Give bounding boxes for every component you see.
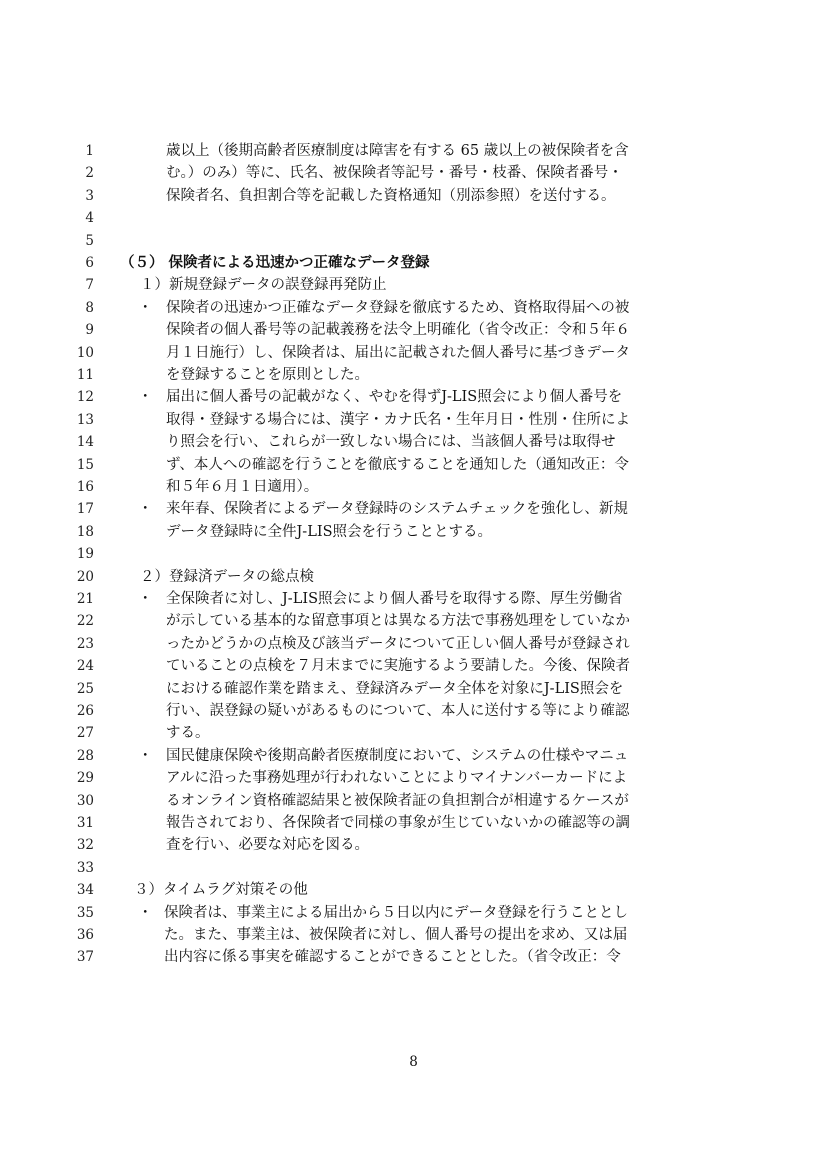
line-number: 30 <box>76 792 94 809</box>
text-line <box>0 790 827 812</box>
text-line <box>0 274 827 296</box>
line-number: 12 <box>76 389 94 406</box>
text-line <box>0 342 827 364</box>
line-text: 全保険者に対し、J-LIS照会により個人番号を取得する際、厚生労働省 <box>166 591 623 607</box>
line-text: 行い、誤登録の疑いがあるものについて、本人に送付する等により確認 <box>166 703 630 719</box>
line-text: 保険者の迅速かつ正確なデータ登録を徹底するため、資格取得届への被 <box>166 299 630 316</box>
line-text: 取得・登録する場合には、漢字・カナ氏名・生年月日・性別・住所によ <box>166 411 630 428</box>
line-number: 3 <box>85 187 94 204</box>
line-text: るオンライン資格確認結果と被保険者証の負担割合が相違するケースが <box>166 792 629 809</box>
text-line <box>0 476 827 498</box>
text-line <box>0 700 827 722</box>
line-text: １）新規登録データの誤登録再発防止 <box>140 277 387 294</box>
line-text: た。また、事業主は、被保険者に対し、個人番号の提出を求め、又は届 <box>164 927 628 943</box>
text-line <box>0 745 827 767</box>
text-line <box>0 207 827 229</box>
text-line <box>0 498 827 520</box>
line-text: データ登録時に全件J-LIS照会を行うこととする。 <box>166 523 493 540</box>
line-number: 20 <box>76 568 94 585</box>
line-text: 月１日施行）し、保険者は、届出に記載された個人番号に基づきデータ <box>166 344 630 361</box>
text-line <box>0 230 827 252</box>
text-line <box>0 879 827 901</box>
line-number: 5 <box>85 232 94 249</box>
line-text: する。 <box>166 725 210 742</box>
line-number: 23 <box>76 635 94 652</box>
bullet-mark: ・ <box>138 501 153 518</box>
line-number: 31 <box>76 815 94 831</box>
text-line <box>0 812 827 834</box>
line-number: 37 <box>76 949 94 966</box>
bullet-mark: ・ <box>138 904 153 921</box>
line-number: 15 <box>76 456 94 473</box>
line-number: 2 <box>85 165 94 182</box>
text-line <box>0 409 827 431</box>
line-number: 25 <box>76 680 94 697</box>
line-number: 27 <box>76 725 94 742</box>
line-number: 32 <box>76 837 94 854</box>
line-text: が示している基本的な留意事項とは異なる方法で事務処理をしていなか <box>166 613 630 630</box>
text-line <box>0 566 827 588</box>
line-number: 16 <box>76 479 94 495</box>
line-text: 届出に個人番号の記載がなく、やむを得ずJ-LIS照会により個人番号を <box>166 389 623 406</box>
text-line <box>0 454 827 476</box>
text-line <box>0 655 827 677</box>
line-text: を登録することを原則とした。 <box>166 367 369 383</box>
line-text: 査を行い、必要な対応を図る。 <box>166 837 369 854</box>
text-line <box>0 767 827 789</box>
bullet-mark: ・ <box>138 389 153 406</box>
text-line <box>0 297 827 319</box>
line-number: 14 <box>76 434 94 451</box>
section-heading: （５） 保険者による迅速かつ正確なデータ登録 <box>120 254 430 271</box>
line-text: 出内容に係る事実を確認することができることとした。（省令改正：令 <box>164 949 621 966</box>
line-text: ていることの点検を７月末までに実施するよう要請した。今後、保険者 <box>166 658 630 675</box>
line-number: 11 <box>76 367 94 383</box>
text-line <box>0 431 827 453</box>
line-text: 来年春、保険者によるデータ登録時のシステムチェックを強化し、新規 <box>166 501 628 518</box>
line-number: 35 <box>76 904 94 921</box>
line-number: 33 <box>76 859 94 876</box>
line-text: む。）のみ）等に、氏名、被保険者等記号・番号・枝番、保険者番号・ <box>166 165 623 182</box>
line-text: における確認作業を踏まえ、登録済みデータ全体を対象にJ-LIS照会を <box>166 680 624 697</box>
text-line <box>0 252 827 274</box>
line-text: ず、本人への確認を行うことを徹底することを通知した（通知改正：令 <box>166 456 629 473</box>
line-number: 19 <box>76 546 94 563</box>
text-line <box>0 543 827 565</box>
line-number: 10 <box>76 344 94 361</box>
line-text: ったかどうかの点検及び該当データについて正しい個人番号が登録され <box>166 635 630 652</box>
line-number: 29 <box>76 770 94 787</box>
line-number: 6 <box>85 255 94 271</box>
line-text: 保険者名、負担割合等を記載した資格通知（別添参照）を送付する。 <box>166 187 616 204</box>
line-text: 保険者の個人番号等の記載義務を法令上明確化（省令改正：令和５年６ <box>166 322 630 339</box>
text-line <box>0 364 827 386</box>
line-number: 21 <box>76 591 94 607</box>
line-number: 28 <box>76 747 94 764</box>
line-text: 報告されており、各保険者で同様の事象が生じていないかの確認等の調 <box>166 815 630 831</box>
bullet-mark: ・ <box>138 299 153 316</box>
text-line <box>0 902 827 924</box>
text-line <box>0 386 827 408</box>
line-text: ３）タイムラグ対策その他 <box>134 882 308 899</box>
text-line <box>0 722 827 744</box>
text-line <box>0 946 827 968</box>
text-line <box>0 140 827 162</box>
line-number: 22 <box>76 613 94 630</box>
line-text: 和５年６月１日適用）。 <box>166 479 319 495</box>
bullet-mark: ・ <box>138 591 153 607</box>
page-number: 8 <box>409 1054 418 1070</box>
line-number: 24 <box>76 658 94 675</box>
text-line <box>0 162 827 184</box>
line-text: 国民健康保険や後期高齢者医療制度において、システムの仕様やマニュ <box>166 747 629 764</box>
line-number: 34 <box>76 882 94 899</box>
text-line <box>0 857 827 879</box>
line-text: 歳以上（後期高齢者医療制度は障害を有する 65 歳以上の被保険者を含 <box>166 143 629 159</box>
text-line <box>0 610 827 632</box>
text-line <box>0 319 827 341</box>
text-line <box>0 185 827 207</box>
text-line <box>0 678 827 700</box>
line-number: 13 <box>76 411 94 428</box>
line-number: 9 <box>85 322 94 339</box>
line-number: 4 <box>85 210 94 227</box>
text-line <box>0 834 827 856</box>
line-number: 1 <box>85 143 94 159</box>
line-text: ２）登録済データの総点検 <box>140 568 314 585</box>
line-number: 18 <box>76 523 94 540</box>
line-number: 7 <box>85 277 94 294</box>
line-text: 保険者は、事業主による届出から５日以内にデータ登録を行うこととし <box>164 904 628 921</box>
line-number: 36 <box>76 927 94 943</box>
line-number: 8 <box>85 299 94 316</box>
line-number: 17 <box>76 501 94 518</box>
bullet-mark: ・ <box>138 747 153 764</box>
text-line <box>0 924 827 946</box>
line-number: 26 <box>76 703 94 719</box>
line-text: り照会を行い、これらが一致しない場合には、当該個人番号は取得せ <box>166 434 616 451</box>
text-line <box>0 588 827 610</box>
line-text: アルに沿った事務処理が行われないことによりマイナンバーカードによ <box>166 770 628 787</box>
text-line <box>0 633 827 655</box>
text-line <box>0 521 827 543</box>
